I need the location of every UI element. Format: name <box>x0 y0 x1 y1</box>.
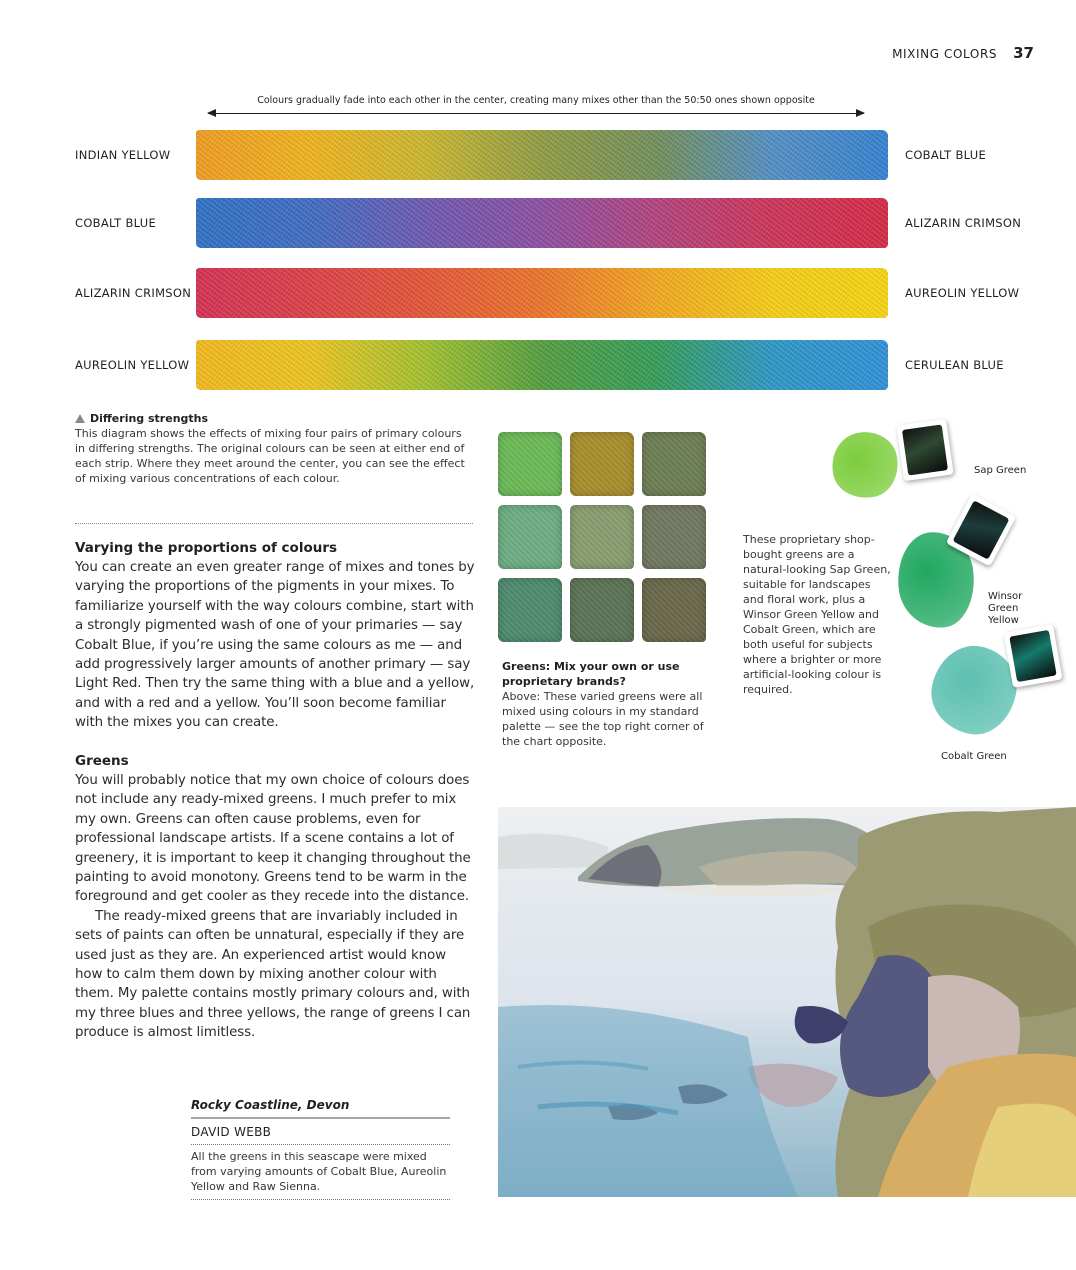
caption-text: Above: These varied greens were all mixed using colours in my standard palette — see the top right corner of the chart opposite. <box>502 690 704 748</box>
paint-label-sap-green: Sap Green <box>974 465 1027 476</box>
triangle-up-icon <box>75 414 85 423</box>
caption-title: Greens: Mix your own or use proprietary brands? <box>502 660 680 688</box>
strip-left-label: AUREOLIN YELLOW <box>75 358 190 372</box>
section-proportions <box>75 539 475 733</box>
strip-left-label: INDIAN YELLOW <box>75 148 171 162</box>
watercolour-strip <box>196 340 888 390</box>
caption-title: Differing strengths <box>90 412 209 425</box>
section-heading: Greens <box>75 753 129 769</box>
proprietary-greens-text: These proprietary shop-bought greens are a natural-looking Sap Green, suitable for landscapes and floral work, plus a Winsor Green Yellow and Cobalt Green, which are both useful for subjects where a brighter or more artificial-looking colour is required. <box>743 533 891 696</box>
painting-title: Rocky Coastline, Devon <box>191 1098 450 1119</box>
section-greens <box>75 752 475 1043</box>
sap-green-wash <box>826 426 904 504</box>
mixing-strip-row <box>0 340 1076 390</box>
mixed-greens-swatch-grid <box>498 432 708 642</box>
green-swatch <box>498 578 562 642</box>
mixed-greens-caption <box>502 659 717 749</box>
cobalt-green-paint-pan <box>1004 624 1063 688</box>
section-heading: Varying the proportions of colours <box>75 540 338 556</box>
watercolour-strip <box>196 198 888 248</box>
page-number: 37 <box>1013 44 1034 62</box>
green-swatch <box>570 578 634 642</box>
strip-right-label: COBALT BLUE <box>905 148 987 162</box>
differing-strengths-caption <box>75 411 475 486</box>
green-swatch <box>570 432 634 496</box>
strip-left-label: COBALT BLUE <box>75 216 157 230</box>
green-swatch <box>570 505 634 569</box>
mixing-strip-row <box>0 198 1076 248</box>
green-swatch <box>642 578 706 642</box>
green-swatch <box>498 505 562 569</box>
diagram-arrow-note: Colours gradually fade into each other in the center, creating many mixes other than the 50:50 ones shown opposite <box>257 95 815 106</box>
strip-left-label: ALIZARIN CRIMSON <box>75 286 192 300</box>
green-swatch <box>498 432 562 496</box>
painting-artist: DAVID WEBB <box>191 1119 450 1145</box>
painting-illustration <box>498 807 1076 1197</box>
sap-green-paint-pan <box>896 419 953 481</box>
rocky-coastline-painting <box>498 807 1076 1197</box>
paint-label-winsor-green-yellow: Winsor Green Yellow <box>988 591 1023 626</box>
paint-label-cobalt-green: Cobalt Green <box>941 751 1007 762</box>
green-swatch <box>642 505 706 569</box>
watercolour-strip <box>196 130 888 180</box>
running-head <box>892 44 1034 62</box>
strip-right-label: CERULEAN BLUE <box>905 358 1004 372</box>
painting-credit <box>191 1098 450 1200</box>
mixing-strip-row <box>0 268 1076 318</box>
section-title: MIXING COLORS <box>892 47 998 61</box>
dotted-divider <box>75 523 473 524</box>
strip-right-label: AUREOLIN YELLOW <box>905 286 1020 300</box>
caption-text: This diagram shows the effects of mixing four pairs of primary colours in differing strengths. The original colours can be seen at either end of each strip. Where they meet around the center, you can see the effect of mixing various concentrations of each colour. <box>75 427 465 485</box>
watercolour-strip <box>196 268 888 318</box>
painting-description: All the greens in this seascape were mixed from varying amounts of Cobalt Blue, Aureolin Yellow and Raw Sienna. <box>191 1145 450 1200</box>
body-paragraph: You can create an even greater range of mixes and tones by varying the proportions of the pigments in your mixes. To familiarize yourself with the way colours combine, start with a strongly pigmented wash of one of your primaries — say Cobalt Blue, if you’re using the same colours as me — and add progressively larger amounts of another primary — say Light Red. Then try the same thing with a blue and a yellow, and with a red and a yellow. You’ll soon become familiar with the mixes you can create. <box>75 560 475 731</box>
body-paragraph: You will probably notice that my own choice of colours does not include any ready-mixed greens. I much prefer to mix my own. Greens can often cause problems, even for professional landscape artists. If a scene contains a lot of greenery, it is important to keep it changing throughout the painting to avoid monotony. Greens tend to be warm in the foreground and get cooler as they recede into the distance. <box>75 773 471 905</box>
double-arrow-icon <box>208 113 864 114</box>
mixing-strip-row <box>0 130 1076 180</box>
strip-right-label: ALIZARIN CRIMSON <box>905 216 1022 230</box>
green-swatch <box>642 432 706 496</box>
body-paragraph: The ready-mixed greens that are invariably included in sets of paints can often be unnatural, especially if they are used just as they are. An experienced artist would know how to calm them down by mixing another colour with them. My palette contains mostly primary colours and, with my three blues and three yellows, the range of greens I can produce is almost limitless. <box>75 908 471 1041</box>
